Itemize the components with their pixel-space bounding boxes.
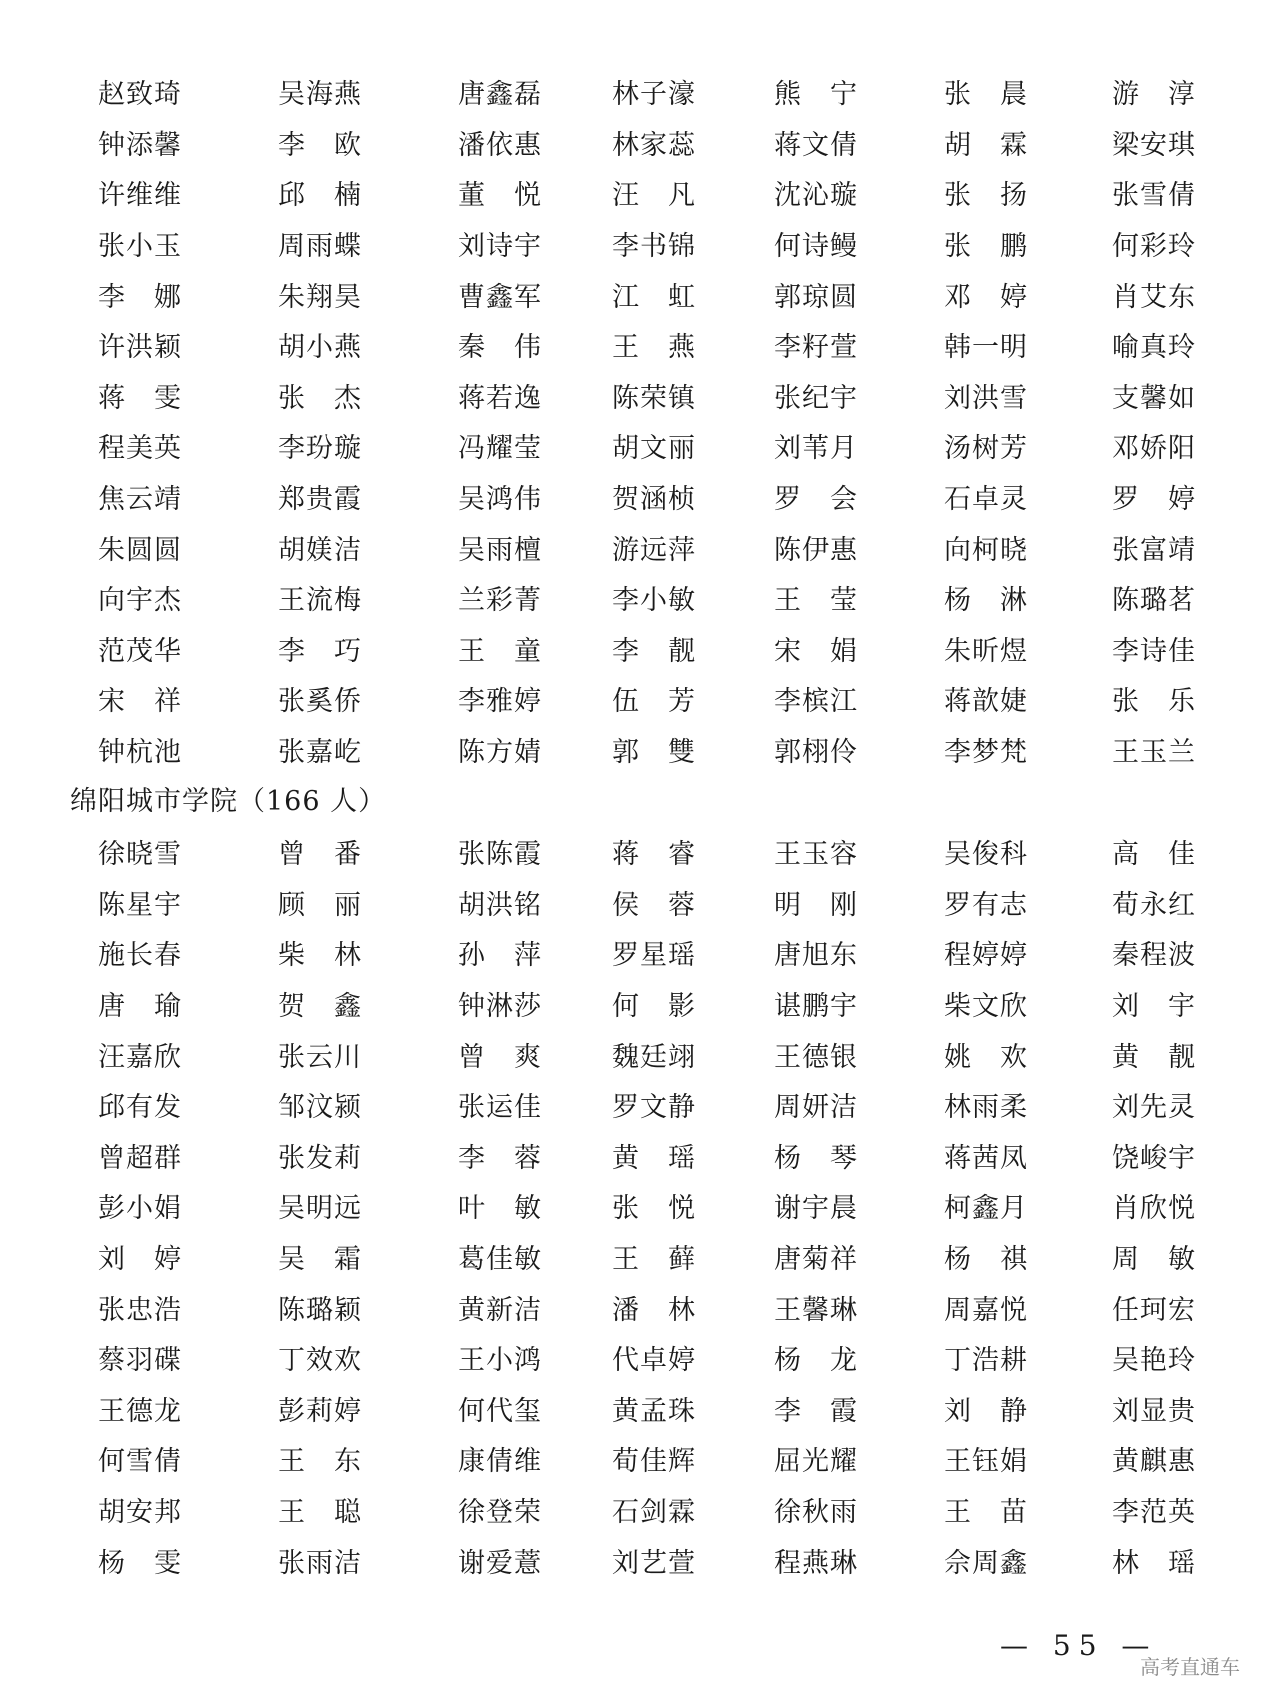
name-cell: 吴艳玲	[1112, 1345, 1196, 1377]
name-cell: 蒋 睿	[612, 839, 696, 871]
name-cell: 胡洪铭	[458, 889, 542, 921]
name-cell: 唐鑫磊	[458, 79, 542, 111]
name-cell: 徐秋雨	[774, 1497, 858, 1529]
name-cell: 彭小娟	[98, 1193, 182, 1225]
name-cell: 李槟江	[774, 686, 858, 718]
name-row	[98, 1336, 1208, 1387]
name-cell: 王 聪	[278, 1497, 362, 1529]
page-number: — 55 —	[1000, 1629, 1158, 1662]
name-cell: 林子濠	[612, 79, 696, 111]
name-cell: 张 乐	[1112, 686, 1196, 718]
name-cell: 张嘉屹	[278, 737, 362, 769]
name-cell: 邓 婷	[944, 281, 1028, 313]
name-cell: 曹鑫军	[458, 281, 542, 313]
name-cell: 李 靓	[612, 635, 696, 667]
name-cell: 熊 宁	[774, 79, 858, 111]
name-cell: 柴 林	[278, 940, 362, 972]
name-cell: 支馨如	[1112, 382, 1196, 414]
name-cell: 董 悦	[458, 180, 542, 212]
name-cell: 张云川	[278, 1041, 362, 1073]
name-cell: 胡文丽	[612, 433, 696, 465]
name-cell: 邓娇阳	[1112, 433, 1196, 465]
name-row	[98, 323, 1208, 374]
name-cell: 林雨柔	[944, 1092, 1028, 1124]
name-cell: 何 影	[612, 991, 696, 1023]
name-cell: 王 藓	[612, 1244, 696, 1276]
name-cell: 罗文静	[612, 1092, 696, 1124]
name-cell: 王 童	[458, 635, 542, 667]
name-cell: 蒋歆婕	[944, 686, 1028, 718]
name-cell: 王玉容	[774, 839, 858, 871]
name-cell: 唐旭东	[774, 940, 858, 972]
name-cell: 何彩玲	[1112, 231, 1196, 263]
name-cell: 冯耀莹	[458, 433, 542, 465]
name-cell: 伍 芳	[612, 686, 696, 718]
name-cell: 施长春	[98, 940, 182, 972]
name-cell: 明 刚	[774, 889, 858, 921]
name-cell: 杨 淋	[944, 585, 1028, 617]
name-cell: 韩一明	[944, 332, 1028, 364]
name-cell: 张陈霞	[458, 839, 542, 871]
name-cell: 荀佳辉	[612, 1446, 696, 1478]
name-cell: 潘 林	[612, 1294, 696, 1326]
name-row	[98, 525, 1208, 576]
name-cell: 秦程波	[1112, 940, 1196, 972]
name-cell: 沈沁璇	[774, 180, 858, 212]
name-cell: 游远萍	[612, 534, 696, 566]
name-cell: 顾 丽	[278, 889, 362, 921]
name-cell: 林家蕊	[612, 129, 696, 161]
name-cell: 何雪倩	[98, 1446, 182, 1478]
name-cell: 贺涵桢	[612, 484, 696, 516]
name-cell: 程美英	[98, 433, 182, 465]
name-cell: 张发莉	[278, 1142, 362, 1174]
name-row	[98, 374, 1208, 425]
name-row	[98, 728, 1208, 779]
name-cell: 张 晨	[944, 79, 1028, 111]
name-cell: 陈璐颖	[278, 1294, 362, 1326]
name-cell: 肖艾东	[1112, 281, 1196, 313]
name-row	[98, 475, 1208, 526]
name-cell: 罗 婷	[1112, 484, 1196, 516]
name-list-continued	[98, 70, 1208, 778]
name-cell: 丁浩耕	[944, 1345, 1028, 1377]
name-cell: 钟添馨	[98, 129, 182, 161]
name-cell: 周雨蝶	[278, 231, 362, 263]
name-cell: 任珂宏	[1112, 1294, 1196, 1326]
name-cell: 邱有发	[98, 1092, 182, 1124]
name-cell: 胡媄洁	[278, 534, 362, 566]
name-cell: 黄孟珠	[612, 1395, 696, 1427]
name-cell: 李 欧	[278, 129, 362, 161]
name-cell: 张 悦	[612, 1193, 696, 1225]
name-cell: 焦云靖	[98, 484, 182, 516]
name-cell: 张雨洁	[278, 1547, 362, 1579]
name-cell: 邹汶颍	[278, 1092, 362, 1124]
name-cell: 张忠浩	[98, 1294, 182, 1326]
name-cell: 张 杰	[278, 382, 362, 414]
name-cell: 汤树芳	[944, 433, 1028, 465]
name-row	[98, 830, 1208, 881]
name-row	[98, 881, 1208, 932]
name-cell: 王钰娟	[944, 1446, 1028, 1478]
name-cell: 汪 凡	[612, 180, 696, 212]
name-cell: 柯鑫月	[944, 1193, 1028, 1225]
name-row	[98, 70, 1208, 121]
name-cell: 丁效欢	[278, 1345, 362, 1377]
name-cell: 李书锦	[612, 231, 696, 263]
name-cell: 刘 婷	[98, 1244, 182, 1276]
name-cell: 王 莹	[774, 585, 858, 617]
name-cell: 孙 萍	[458, 940, 542, 972]
name-cell: 谌鹏宇	[774, 991, 858, 1023]
name-cell: 程燕琳	[774, 1547, 858, 1579]
name-cell: 李雅婷	[458, 686, 542, 718]
name-cell: 朱翔昊	[278, 281, 362, 313]
name-cell: 王 燕	[612, 332, 696, 364]
name-cell: 张运佳	[458, 1092, 542, 1124]
name-cell: 兰彩菁	[458, 585, 542, 617]
name-cell: 张小玉	[98, 231, 182, 263]
name-cell: 贺 鑫	[278, 991, 362, 1023]
name-cell: 胡安邦	[98, 1497, 182, 1529]
name-row	[98, 1032, 1208, 1083]
name-cell: 周嘉悦	[944, 1294, 1028, 1326]
name-cell: 唐菊祥	[774, 1244, 858, 1276]
name-cell: 钟杭池	[98, 737, 182, 769]
watermark-text: 高考直通车	[1140, 1655, 1240, 1679]
name-cell: 王小鸿	[458, 1345, 542, 1377]
name-cell: 侯 蓉	[612, 889, 696, 921]
name-cell: 吴明远	[278, 1193, 362, 1225]
name-cell: 张 扬	[944, 180, 1028, 212]
name-cell: 刘艺萱	[612, 1547, 696, 1579]
name-cell: 刘苇月	[774, 433, 858, 465]
name-cell: 曾 番	[278, 839, 362, 871]
name-cell: 吴雨檀	[458, 534, 542, 566]
section-title: 绵阳城市学院（166 人）	[70, 786, 387, 817]
name-cell: 刘 宇	[1112, 991, 1196, 1023]
name-cell: 谢宇晨	[774, 1193, 858, 1225]
name-cell: 王德银	[774, 1041, 858, 1073]
name-cell: 吴俊科	[944, 839, 1028, 871]
name-cell: 荀永红	[1112, 889, 1196, 921]
name-cell: 刘先灵	[1112, 1092, 1196, 1124]
name-cell: 许洪颖	[98, 332, 182, 364]
name-cell: 李梦梵	[944, 737, 1028, 769]
name-row	[98, 1083, 1208, 1134]
name-cell: 朱圆圆	[98, 534, 182, 566]
name-cell: 宋 娟	[774, 635, 858, 667]
name-cell: 陈伊惠	[774, 534, 858, 566]
name-cell: 谢爱薏	[458, 1547, 542, 1579]
name-cell: 钟淋莎	[458, 991, 542, 1023]
name-row	[98, 576, 1208, 627]
name-cell: 高 佳	[1112, 839, 1196, 871]
name-row	[98, 677, 1208, 728]
name-row	[98, 1184, 1208, 1235]
name-cell: 王馨琳	[774, 1294, 858, 1326]
name-cell: 宋 祥	[98, 686, 182, 718]
name-cell: 唐 瑜	[98, 991, 182, 1023]
name-cell: 魏廷翊	[612, 1041, 696, 1073]
name-cell: 徐晓雪	[98, 839, 182, 871]
name-cell: 喻真玲	[1112, 332, 1196, 364]
name-cell: 黄 瑶	[612, 1142, 696, 1174]
name-row	[98, 1488, 1208, 1539]
name-cell: 刘诗宇	[458, 231, 542, 263]
name-cell: 黄新洁	[458, 1294, 542, 1326]
name-cell: 徐登荣	[458, 1497, 542, 1529]
name-cell: 蔡羽碟	[98, 1345, 182, 1377]
name-cell: 杨 琴	[774, 1142, 858, 1174]
name-cell: 屈光耀	[774, 1446, 858, 1478]
name-cell: 陈方婧	[458, 737, 542, 769]
name-cell: 石卓灵	[944, 484, 1028, 516]
name-cell: 康倩维	[458, 1446, 542, 1478]
name-cell: 吴鸿伟	[458, 484, 542, 516]
name-cell: 李 蓉	[458, 1142, 542, 1174]
name-cell: 江 虹	[612, 281, 696, 313]
name-cell: 郭琼圆	[774, 281, 858, 313]
name-cell: 向宇杰	[98, 585, 182, 617]
name-cell: 游 淳	[1112, 79, 1196, 111]
name-cell: 李诗佳	[1112, 635, 1196, 667]
name-cell: 秦 伟	[458, 332, 542, 364]
name-row	[98, 1538, 1208, 1589]
name-cell: 陈荣镇	[612, 382, 696, 414]
name-cell: 姚 欢	[944, 1041, 1028, 1073]
name-cell: 林 瑶	[1112, 1547, 1196, 1579]
name-cell: 赵致琦	[98, 79, 182, 111]
name-row	[98, 424, 1208, 475]
name-row	[98, 931, 1208, 982]
name-cell: 刘 静	[944, 1395, 1028, 1427]
name-row	[98, 171, 1208, 222]
name-cell: 曾 爽	[458, 1041, 542, 1073]
name-cell: 葛佳敏	[458, 1244, 542, 1276]
name-cell: 蒋文倩	[774, 129, 858, 161]
name-row	[98, 222, 1208, 273]
name-row	[98, 1134, 1208, 1185]
name-row	[98, 1235, 1208, 1286]
name-cell: 梁安琪	[1112, 129, 1196, 161]
name-row	[98, 1437, 1208, 1488]
name-row	[98, 121, 1208, 172]
name-cell: 张纪宇	[774, 382, 858, 414]
name-cell: 朱昕煜	[944, 635, 1028, 667]
name-cell: 杨 龙	[774, 1345, 858, 1377]
name-cell: 李小敏	[612, 585, 696, 617]
name-cell: 郭栩伶	[774, 737, 858, 769]
name-cell: 李范英	[1112, 1497, 1196, 1529]
name-cell: 柴文欣	[944, 991, 1028, 1023]
name-cell: 周妍洁	[774, 1092, 858, 1124]
name-cell: 潘依惠	[458, 129, 542, 161]
name-cell: 李玢璇	[278, 433, 362, 465]
name-cell: 黄麒惠	[1112, 1446, 1196, 1478]
name-cell: 胡 霖	[944, 129, 1028, 161]
name-cell: 肖欣悦	[1112, 1193, 1196, 1225]
name-cell: 黄 靓	[1112, 1041, 1196, 1073]
name-cell: 蒋茜凤	[944, 1142, 1028, 1174]
name-cell: 范茂华	[98, 635, 182, 667]
name-cell: 汪嘉欣	[98, 1041, 182, 1073]
name-cell: 吴 霜	[278, 1244, 362, 1276]
name-cell: 张富靖	[1112, 534, 1196, 566]
name-cell: 邱 楠	[278, 180, 362, 212]
name-cell: 杨 祺	[944, 1244, 1028, 1276]
name-cell: 王德龙	[98, 1395, 182, 1427]
name-cell: 曾超群	[98, 1142, 182, 1174]
name-cell: 周 敏	[1112, 1244, 1196, 1276]
name-cell: 陈璐茗	[1112, 585, 1196, 617]
name-cell: 吴海燕	[278, 79, 362, 111]
name-cell: 饶峻宇	[1112, 1142, 1196, 1174]
name-cell: 蒋 雯	[98, 382, 182, 414]
name-cell: 石剑霖	[612, 1497, 696, 1529]
name-cell: 胡小燕	[278, 332, 362, 364]
name-cell: 郭 雙	[612, 737, 696, 769]
name-cell: 王 苗	[944, 1497, 1028, 1529]
name-cell: 罗有志	[944, 889, 1028, 921]
name-cell: 王 东	[278, 1446, 362, 1478]
name-cell: 李 巧	[278, 635, 362, 667]
name-cell: 李 霞	[774, 1395, 858, 1427]
name-list-mianyang-city-college	[98, 830, 1208, 1589]
name-row	[98, 1285, 1208, 1336]
name-cell: 叶 敏	[458, 1193, 542, 1225]
name-row	[98, 272, 1208, 323]
name-cell: 郑贵霞	[278, 484, 362, 516]
name-cell: 罗 会	[774, 484, 858, 516]
name-cell: 刘洪雪	[944, 382, 1028, 414]
name-cell: 向柯晓	[944, 534, 1028, 566]
name-cell: 代卓婷	[612, 1345, 696, 1377]
name-cell: 蒋若逸	[458, 382, 542, 414]
name-row	[98, 627, 1208, 678]
name-cell: 程婷婷	[944, 940, 1028, 972]
name-cell: 张奚侨	[278, 686, 362, 718]
name-cell: 王玉兰	[1112, 737, 1196, 769]
name-cell: 佘周鑫	[944, 1547, 1028, 1579]
name-row	[98, 982, 1208, 1033]
name-cell: 张雪倩	[1112, 180, 1196, 212]
name-cell: 陈星宇	[98, 889, 182, 921]
name-cell: 何代玺	[458, 1395, 542, 1427]
name-cell: 罗星瑶	[612, 940, 696, 972]
name-cell: 彭莉婷	[278, 1395, 362, 1427]
name-cell: 许维维	[98, 180, 182, 212]
name-cell: 刘显贵	[1112, 1395, 1196, 1427]
name-cell: 王流梅	[278, 585, 362, 617]
name-row	[98, 1387, 1208, 1438]
name-cell: 李籽萱	[774, 332, 858, 364]
name-cell: 杨 雯	[98, 1547, 182, 1579]
name-cell: 何诗鳗	[774, 231, 858, 263]
name-cell: 李 娜	[98, 281, 182, 313]
name-cell: 张 鹏	[944, 231, 1028, 263]
